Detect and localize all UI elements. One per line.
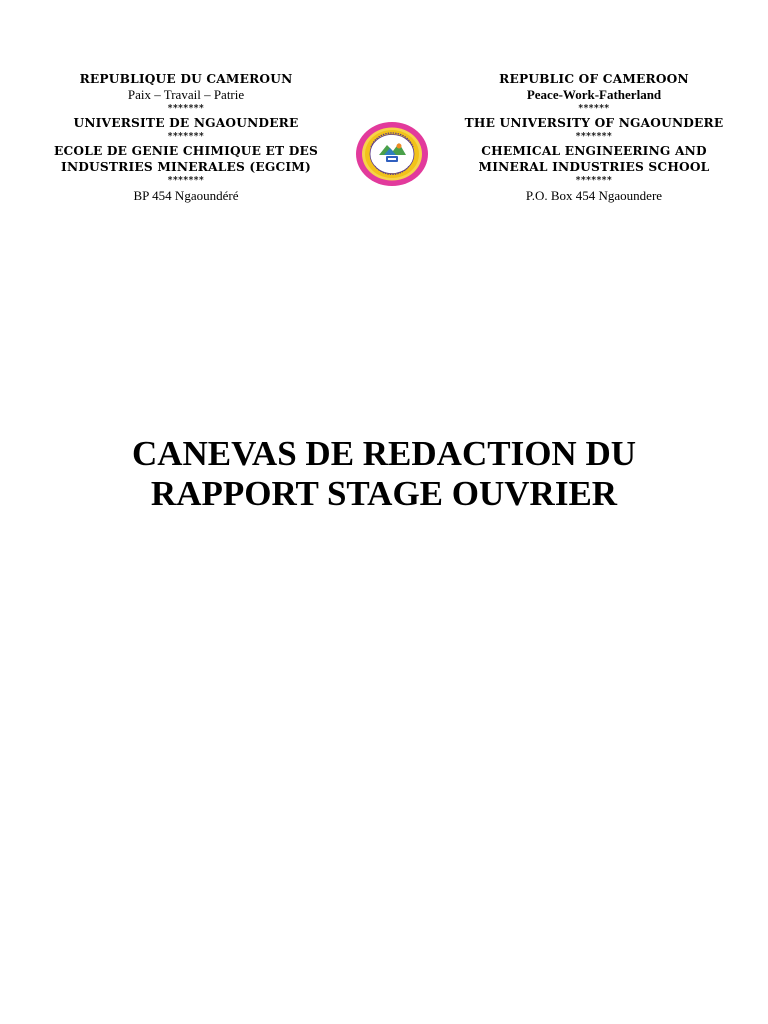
postal-address-en: P.O. Box 454 Ngaoundere <box>525 188 663 203</box>
separator-stars: ******* <box>575 132 613 142</box>
document-title-line1: CANEVAS DE REDACTION DU <box>131 434 636 473</box>
document-title <box>0 434 768 514</box>
separator-stars: ******* <box>575 176 613 186</box>
national-motto-fr: Paix – Travail – Patrie <box>127 87 245 102</box>
university-name-en: THE UNIVERSITY OF NGAOUNDERE <box>464 116 724 130</box>
header-right-block <box>444 71 744 205</box>
national-motto-en: Peace-Work-Fatherland <box>526 87 662 102</box>
separator-stars: ******* <box>167 104 205 114</box>
school-name-en-line2: MINERAL INDUSTRIES SCHOOL <box>478 160 710 174</box>
postal-address-fr: BP 454 Ngaoundéré <box>133 188 239 203</box>
university-seal-icon <box>355 121 429 187</box>
document-title-line2: RAPPORT STAGE OUVRIER <box>150 474 618 513</box>
school-name-en-line1: CHEMICAL ENGINEERING AND <box>481 144 707 158</box>
separator-stars: ****** <box>578 104 610 114</box>
header-left-block <box>40 71 332 205</box>
country-name-en: REPUBLIC OF CAMEROON <box>499 72 689 86</box>
university-name-fr: UNIVERSITE DE NGAOUNDERE <box>73 116 299 130</box>
separator-stars: ******* <box>167 132 205 142</box>
school-name-fr-line1: ECOLE DE GENIE CHIMIQUE ET DES <box>53 144 319 158</box>
school-name-fr-line2: INDUSTRIES MINERALES (EGCIM) <box>61 160 311 174</box>
country-name-fr: REPUBLIQUE DU CAMEROUN <box>79 72 293 86</box>
separator-stars: ******* <box>167 176 205 186</box>
